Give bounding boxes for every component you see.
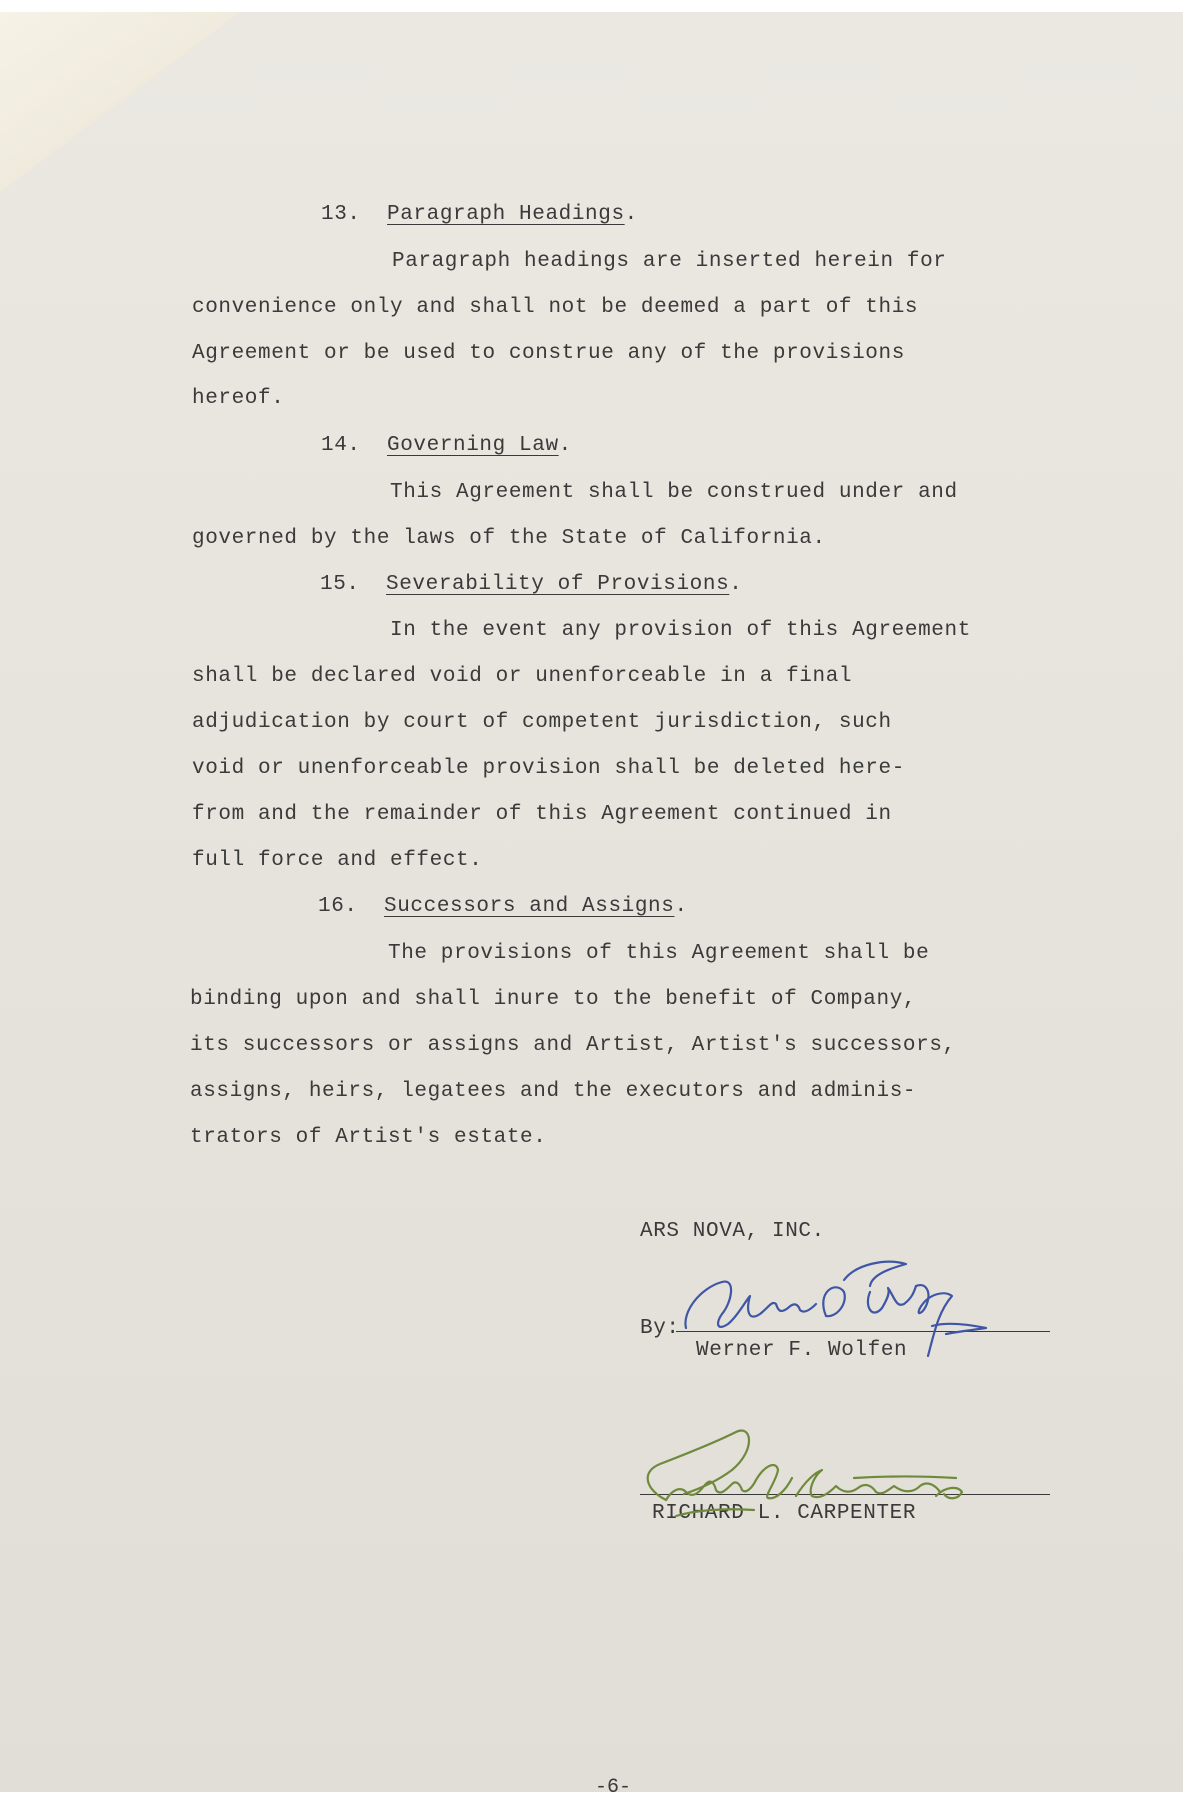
section-number: 13. (321, 203, 361, 226)
section-13-line-2: convenience only and shall not be deemed a part of this (192, 296, 919, 319)
heading-period: . (558, 434, 572, 457)
section-13-heading (321, 202, 638, 228)
document-page (0, 12, 1183, 1792)
section-13-line-4: hereof. (192, 387, 285, 410)
section-16-heading (318, 894, 688, 920)
by-label: By: (640, 1317, 680, 1340)
section-heading-text: Governing Law (387, 434, 559, 457)
folded-corner (0, 12, 240, 192)
section-number: 15. (320, 573, 360, 596)
heading-period: . (674, 895, 688, 918)
section-15-line-5: from and the remainder of this Agreement continued in (192, 803, 892, 826)
section-14-line-1: This Agreement shall be construed under and (390, 481, 958, 504)
section-heading-text: Paragraph Headings (387, 203, 625, 226)
section-heading-text: Successors and Assigns (384, 895, 675, 918)
section-number: 14. (321, 434, 361, 457)
heading-period: . (624, 203, 638, 226)
heading-period: . (729, 573, 743, 596)
werner-wolfen-signature (676, 1252, 1036, 1382)
section-number: 16. (318, 895, 358, 918)
signer-1-name: Werner F. Wolfen (696, 1339, 908, 1362)
section-15-line-2: shall be declared void or unenforceable in a final (192, 665, 853, 688)
section-heading-text: Severability of Provisions (386, 573, 730, 596)
section-16-line-4: assigns, heirs, legatees and the executors and adminis- (190, 1080, 917, 1103)
section-16-line-5: trators of Artist's estate. (190, 1126, 547, 1149)
section-15-line-3: adjudication by court of competent jurisdiction, such (192, 711, 892, 734)
company-name: ARS NOVA, INC. (640, 1220, 825, 1243)
section-14-line-2: governed by the laws of the State of California. (192, 527, 826, 550)
section-16-line-1: The provisions of this Agreement shall be (388, 942, 930, 965)
section-15-heading (320, 572, 742, 598)
section-15-line-1: In the event any provision of this Agreement (390, 619, 971, 642)
section-13-line-3: Agreement or be used to construe any of the provisions (192, 342, 905, 365)
section-14-heading (321, 433, 572, 459)
section-15-line-4: void or unenforceable provision shall be deleted here- (192, 757, 905, 780)
signer-2-name: RICHARD L. CARPENTER (652, 1502, 917, 1525)
page-number: -6- (595, 1776, 632, 1792)
richard-carpenter-signature (636, 1420, 1026, 1530)
section-16-line-2: binding upon and shall inure to the benefit of Company, (190, 988, 917, 1011)
section-13-line-1: Paragraph headings are inserted herein for (392, 250, 947, 273)
section-15-line-6: full force and effect. (192, 849, 483, 872)
section-16-line-3: its successors or assigns and Artist, Artist's successors, (190, 1034, 956, 1057)
